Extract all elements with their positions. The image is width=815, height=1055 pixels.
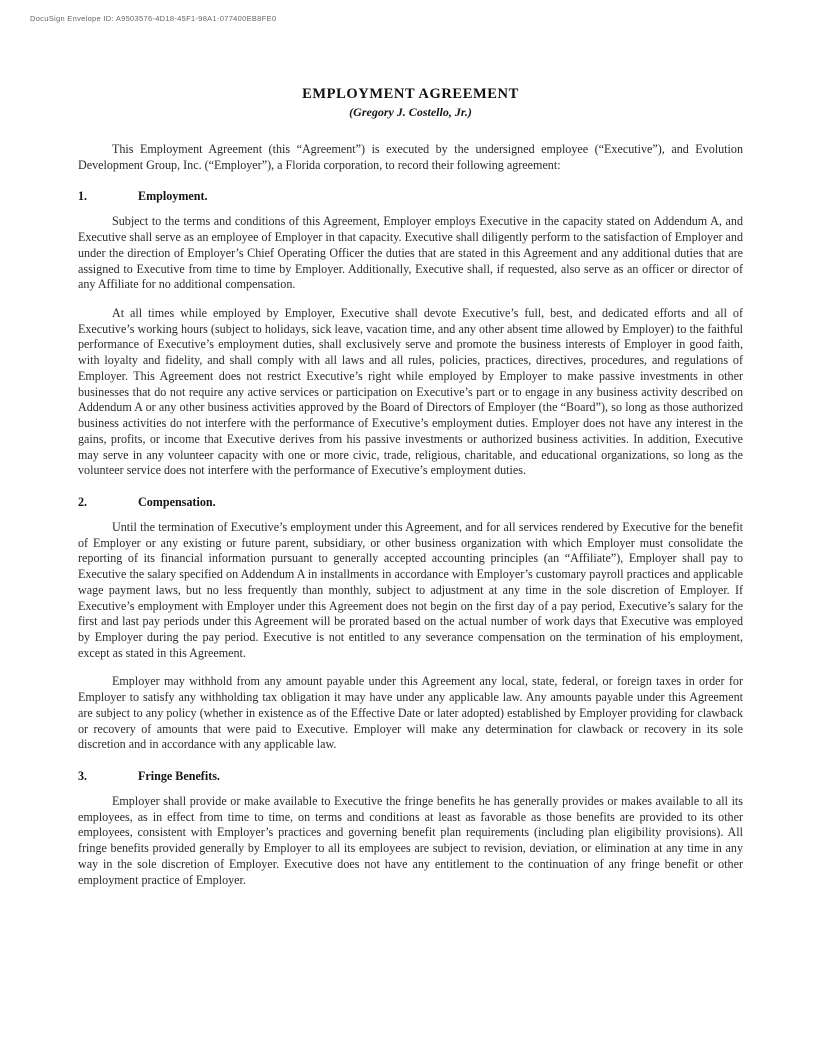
- section-2-paragraph-1: Until the termination of Executive’s employment under this Agreement, and for all services rendered by Executive for the benefit of Employer or any existing or future parent, subsidiary, or other business organization with which Employer must consolidate the reporting of its financial information pursuant to generally accepted accounting principles (an “Affiliate”), Employer shall pay to Executive the salary specified on Addendum A in installments in accordance with Employer’s customary payroll practices and applicable wage payment laws, but no less frequently than monthly, subject to adjustment at any time in the sole discretion of Employer. If Executive’s employment with Employer under this Agreement does not begin on the first day of a pay period, Executive’s salary for the first and last pay periods under this Agreement will be prorated based on the actual number of work days that Executive was employed by Employer during the pay period. Executive is not entitled to any severance compensation on the termination of his employment, except as stated in this Agreement.: [78, 519, 743, 660]
- section-number: 3.: [78, 769, 88, 783]
- page-title: EMPLOYMENT AGREEMENT: [302, 86, 519, 102]
- section-heading-2: [78, 495, 743, 510]
- section-title: Employment.: [138, 189, 208, 204]
- page-subtitle: (Gregory J. Costello, Jr.): [349, 105, 472, 119]
- section-1-paragraph-1: Subject to the terms and conditions of this Agreement, Employer employs Executive in the capacity stated on Addendum A, and Executive shall serve as an employee of Employer in that capacity. Executive shall diligently perform to the satisfaction of Employer and under the direction of Employer’s Chief Operating Officer the duties that are stated in this Agreement and any additional duties that are assigned to Executive from time to time by Employer. Additionally, Executive shall, if requested, also serve as an officer or director of any Affiliate for no additional compensation.: [78, 214, 743, 292]
- section-heading-1: [78, 189, 743, 204]
- docusign-envelope-id: DocuSign Envelope ID: A9503576-4D18-45F1-98A1-077400EB8FE0: [30, 14, 277, 23]
- document-body: [78, 86, 743, 901]
- section-heading-3: [78, 769, 743, 784]
- section-1-paragraph-2: At all times while employed by Employer, Executive shall devote Executive’s full, best, and dedicated efforts and all of Executive’s working hours (subject to holidays, sick leave, vacation time, and any other absent time allowed by Employer) to the faithful performance of Executive’s employment duties, shall exclusively serve and promote the business interests of Employer in good faith, with loyalty and fidelity, and shall comply with all laws and all rules, policies, practices, directives, procedures, and regulations of Employer. This Agreement does not restrict Executive’s right while employed by Employer to make passive investments in other businesses that do not require any active services or participation on Executive’s part or to engage in any business activity described on Addendum A or any other business activities approved by the Board of Directors of Employer (the “Board”), so long as those authorized business activities do not interfere with the performance of Executive’s employment duties. Employer does not have any interest in the gains, profits, or income that Executive derives from his passive investments or authorized business activities. In addition, Executive may serve in any volunteer capacity with one or more civic, trade, religious, charitable, and educational organizations, so long as the volunteer service does not interfere with the performance of Executive’s employment duties.: [78, 306, 743, 478]
- section-number: 1.: [78, 189, 88, 204]
- preamble-paragraph: This Employment Agreement (this “Agreement”) is executed by the undersigned employee (“Executive”), and Evolution Development Group, Inc. (“Employer”), a Florida corporation, to record their following agreement:: [78, 142, 743, 172]
- section-2-paragraph-2: Employer may withhold from any amount payable under this Agreement any local, state, federal, or foreign taxes in order for Employer to satisfy any withholding tax obligation it may have under any applicable law. Any amounts payable under this Agreement are subject to any policy (whether in existence as of the Effective Date or later adopted) established by Employer providing for clawback or recovery of amounts that were paid to Executive. Employer will make any determination for clawback or recovery in its sole discretion and in accordance with any applicable law.: [78, 674, 743, 752]
- section-title: Fringe Benefits.: [138, 769, 220, 783]
- section-title: Compensation.: [138, 494, 216, 509]
- section-number: 2.: [78, 494, 88, 509]
- section-3-paragraph-1: Employer shall provide or make available to Executive the fringe benefits he has generally provides or makes available to all its employees, as in effect from time to time, on terms and conditions at least as favorable as those benefits are provided to its other employees, consistent with Employer’s practices and governing benefit plan requirements (including plan eligibility provisions). All fringe benefits provided generally by Employer to all its employees are subject to revision, deviation, or elimination at any time in any way in the sole discretion of Employer. Executive does not have any entitlement to the continuation of any fringe benefit or other employment practice of Employer.: [78, 794, 743, 887]
